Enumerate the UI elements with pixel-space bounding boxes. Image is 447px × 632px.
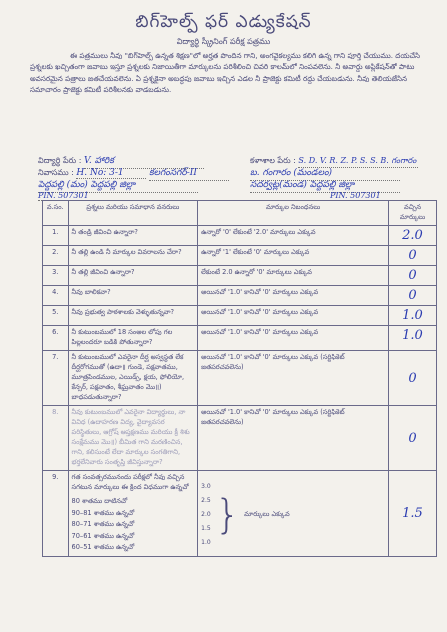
student-name-label: విద్యార్థి పేరు: [38, 156, 77, 165]
marks-scale: [201, 480, 385, 550]
grade-ranges: [72, 496, 195, 554]
college-row: కళాశాల పేరు : S. D. V. R. Z. P. S. S. B. గంగారం: [250, 156, 418, 168]
row-question: నీ తల్లి జీవించి ఉన్నారా?: [68, 266, 198, 286]
marks-value: 1.0: [201, 539, 211, 547]
row-score[interactable]: 1.0: [402, 328, 423, 343]
row-question: నీవు ప్రభుత్వ పాఠశాలకు వెళ్ళుతున్నవా?: [68, 306, 198, 326]
house-no-value[interactable]: H. No: 3-1: [76, 168, 146, 179]
row-rule: మార్కులు ఎక్కువ: [244, 510, 290, 519]
address-row-1: నివాసము : H. No: 3-1 కలగంసగర్-II: [38, 168, 229, 181]
table-row: [43, 266, 437, 286]
marks-value: 1.5: [201, 525, 211, 533]
row-number: 6.: [43, 326, 69, 351]
pin-right-value[interactable]: PIN. 507301: [330, 191, 410, 201]
row-number: 7.: [43, 351, 69, 406]
row-number: 4.: [43, 286, 69, 306]
marks-values: [201, 480, 211, 550]
row-rule-cell: [198, 471, 389, 557]
intro-paragraph: ఈ పత్రములు నీవు "బిగ్‌హెల్ప్ ఉన్నత శిక్షణ"లో అర్హత పొందిన గాని, అంగవైకల్యము కలిగి ఉన్న గాని పూర్తి చేయుము. దయచేసి ప్రశ్నలకు ఖచ్చితంగా జవాబు ఇస్తూ ప్రశ్నలకు నిజాయితీగా మార్కులను పరిశీలించి చివరి కాలమ్‌లో నింపవలెను. నీ అవార్డు అప్లికేషన్‌తో పాటు అవసరమైన పత్రాలు జతచేయవలెను. ఏ ప్రశ్నకైనా అబద్ధపు జవాబు ఇచ్చిన ఎడల నీ ప్రాజెక్టు కమిటీ రద్దు చేయబడును. నీవు తెలియజేసిన సమాచారం ప్రాజెక్టు కమిటీ పరిశీలనకు వాడబడును.: [30, 51, 421, 95]
grade-range: 70–61 శాతము ఉన్నచో: [71, 531, 135, 540]
grade-range: 80 శాతము దాటినచో: [71, 497, 128, 505]
marks-value: 3.0: [201, 483, 211, 491]
brace-icon: }: [214, 492, 241, 539]
row-question: నీవు బాలికవా?: [68, 286, 198, 306]
row-rule: అయినచో '1.0' కానిచో '0' మార్కులు ఎక్కువ: [198, 286, 389, 306]
table-row: [43, 246, 437, 266]
row-rule: ఉన్నారో '0' లేకుంటే '2.0' మార్కులు ఎక్కువ: [198, 226, 389, 246]
address-label: నివాసము: [38, 168, 69, 177]
district-value[interactable]: పెద్దపల్లి (మం) పెద్దపల్లి జిల్లా: [38, 180, 198, 193]
row-score[interactable]: 2.0: [402, 228, 423, 243]
header-serial: వ.సం.: [43, 201, 69, 226]
table-header-row: [43, 201, 437, 226]
row-question: నీవు కుటుంబములో ఎవరైనా విద్యార్థులు, నా వివిధ (ఉదాహరణ విద్య, వైద్యావసర పరిస్థితులు, ఆగ్రోష్ ఆప్తక్షణము మరియు క్రీ శిశు సంక్షేమము మొ॥) బీమిత గాని మరణించిన, గాని, కలిసుంటే లేదా మార్కుల సంగతిగాని, భర్తలేనివారు సంతృప్తి జీవిస్తున్నారా?: [68, 406, 198, 471]
row-rule: ఉన్నారో '1' లేకుంటే '0' మార్కులు ఎక్కువ: [198, 246, 389, 266]
marks-value: 2.0: [201, 511, 211, 519]
row-rule: అయినచో '1.0' కానిచో '0' మార్కులు ఎక్కువ: [198, 306, 389, 326]
row-question: నీ తండ్రి జీవించి ఉన్నారా?: [68, 226, 198, 246]
marks-value: 2.5: [201, 497, 211, 505]
row-rule: లేకుంటే 2.0 ఉన్నారో '0' మార్కులు ఎక్కువ: [198, 266, 389, 286]
student-name-row: విద్యార్థి పేరు : V. హారిక: [38, 156, 204, 169]
college-label: కళాశాల పేరు: [250, 156, 291, 165]
row-score[interactable]: 0: [408, 268, 417, 283]
form-subtitle: విద్యార్థి స్క్రీనింగ్ పరీక్ష పత్రము: [176, 37, 271, 46]
row-rule: అయినచో '1.0' కానిచో '0' మార్కులు ఎక్కువ (సర్టిఫికెట్ జతపరచవలెను): [198, 406, 389, 471]
pin-left-value[interactable]: PIN. 507301: [38, 191, 238, 201]
district-right-value[interactable]: సదర్వట్ల(మండ) పెద్దపల్లి జిల్లా: [250, 180, 400, 193]
assessment-table: [42, 200, 437, 557]
grade-range: 80–71 శాతము ఉన్నచో: [71, 520, 135, 528]
row-question-cell: [68, 471, 198, 557]
row-score[interactable]: 0: [408, 248, 417, 263]
row-score[interactable]: 0: [408, 288, 417, 303]
college-value[interactable]: S. D. V. R. Z. P. S. S. B. గంగారం: [298, 156, 418, 168]
table-row: [43, 471, 437, 557]
row-number: 9.: [43, 471, 69, 557]
locality-value[interactable]: కలగంసగర్-II: [149, 168, 229, 181]
row-number: 8.: [43, 406, 69, 471]
table-row: [43, 351, 437, 406]
row-question: నీ కుటుంబములో ఎవరైనా దీర్ఘ అస్వస్థత లేక దీర్ఘరోగముతో (ఉదా॥ గుండె, పక్షవాతము, మూత్రపిండముల, ఎయిడ్స్, క్షయ, ఫోలియో, కేన్సర్, పక్షవాతం, శీఘ్రవాతం మొ॥) బాధపడుతున్నారా?: [68, 351, 198, 406]
village-value[interactable]: బ. గంగారం (మండలం): [250, 168, 400, 181]
row-question: నీ కుటుంబములో 18 సంఅల లోపు గల పిల్లలందరూ బడికి పోతున్నారా?: [68, 326, 198, 351]
row-question: గత సంవత్సరమునందు పరీక్షలో నీవు వచ్చిన సగటున మార్కులు ఈ క్రింద విధముగా ఉన్నచో: [71, 473, 189, 491]
row-question: నీ తల్లి ఉండి నీ మార్కుల వివరాలను చేరా?: [68, 246, 198, 266]
row-number: 2.: [43, 246, 69, 266]
table-row: [43, 226, 437, 246]
grade-range: 90–81 శాతము ఉన్నచో: [71, 508, 135, 517]
row-score[interactable]: 0: [408, 370, 417, 386]
header-score: వచ్చిన మార్కులు: [389, 201, 437, 226]
org-title: బిగ్‌హెల్ప్ ఫర్ ఎడ్యుకేషన్: [135, 12, 312, 32]
table-row: [43, 326, 437, 351]
table-row: [43, 406, 437, 471]
student-name-value[interactable]: V. హారిక: [84, 156, 204, 169]
header-question: ప్రశ్నలు మరియు సమాధాన వనరులు: [68, 201, 198, 226]
row-rule: అయినచో '1.0' కానిచో '0' మార్కులు ఎక్కువ: [198, 326, 389, 351]
table-row: [43, 286, 437, 306]
row-score[interactable]: 1.5: [402, 505, 423, 521]
row-number: 1.: [43, 226, 69, 246]
row-number: 3.: [43, 266, 69, 286]
row-score[interactable]: 1.0: [402, 308, 423, 323]
header-rule: మార్కుల నిబంధనలు: [198, 201, 389, 226]
grade-range: 60–51 శాతము ఉన్నచో: [71, 543, 135, 551]
table-row: [43, 306, 437, 326]
row-number: 5.: [43, 306, 69, 326]
row-rule: అయినచో '1.0' కానిచో '0' మార్కులు ఎక్కువ (సర్టిఫికెట్ జతపరచవలెను): [198, 351, 389, 406]
row-score[interactable]: 0: [408, 430, 417, 446]
